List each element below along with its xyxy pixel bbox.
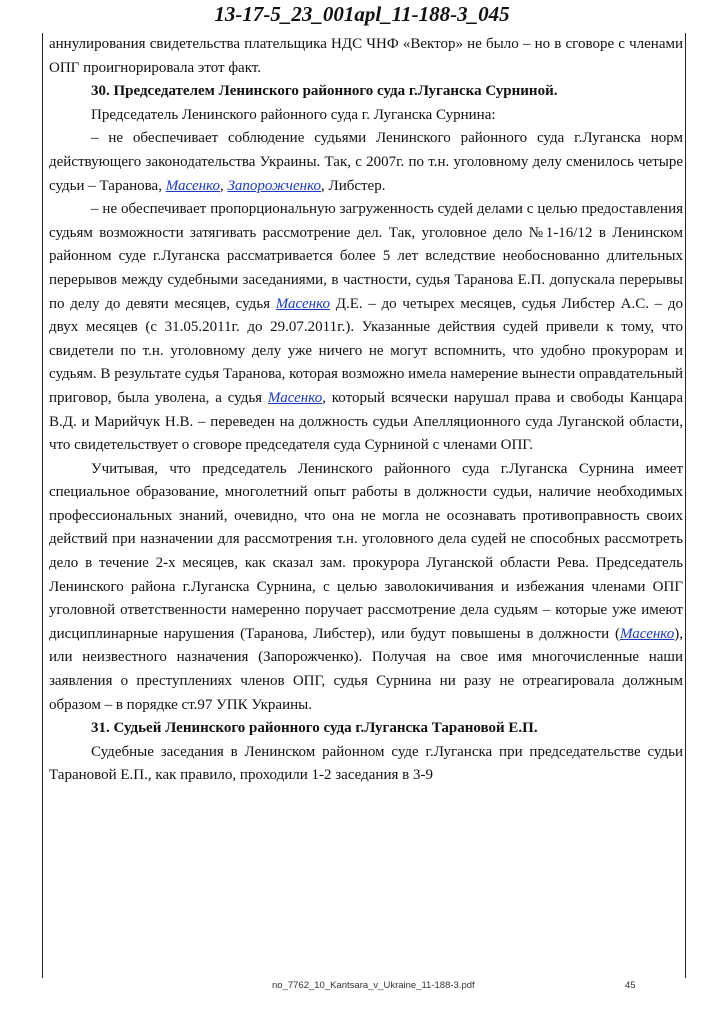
paragraph-workload bbox=[49, 198, 683, 458]
footer-filename: no_7762_10_Kantsara_v_Ukraine_11-188-3.pdf bbox=[272, 980, 475, 991]
document-body bbox=[49, 33, 683, 788]
paragraph-text: Председатель Ленинского районного суда г. Луганска Сурнина: bbox=[91, 106, 496, 123]
document-header: 13-17-5_23_001apl_11-188-3_045 bbox=[214, 2, 510, 26]
section-heading-31: 31. Судьей Ленинского районного суда г.Луганска Тарановой Е.П. bbox=[91, 720, 538, 737]
paragraph-hearings: Судебные заседания в Ленинском районном суде г.Луганска при председательстве судьи Тарановой Е.П., как правило, проходили 1-2 заседания в 3-9 bbox=[49, 743, 683, 784]
paragraph-text: – не обеспечивает соблюдение судьями Ленинского районного суда г.Луганска норм действующего законодательства Украины. Так, с 2007г. по т.н. уголовному делу сменилось четыре судьи – Таранова, bbox=[49, 130, 683, 194]
person-link-zaporozhchenko[interactable]: Запорожченко bbox=[227, 177, 322, 194]
person-link-masenko[interactable]: Масенко bbox=[267, 389, 323, 406]
paragraph-intro bbox=[49, 104, 683, 128]
page-number: 45 bbox=[625, 980, 636, 991]
person-link-masenko[interactable]: Масенко bbox=[619, 625, 675, 642]
paragraph-text: , который всячески нарушал права и свободы Канцара В.Д. и Марийчук Н.В. – переведен на должность судьи Апелляционного суда Луганской области, что свидетельствует о сговоре председателя суда Сурниной с членами ОПГ. bbox=[49, 389, 683, 454]
paragraph-text: Учитывая, что председатель Ленинского районного суда г.Луганска Сурнина имеет специальное образование, многолетний опыт работы в должности судьи, наличие необходимых профессиональных знаний, очевидно, что она не могла не осознавать противоправность своих действий при назначении для рассмотрения т.н. уголовного дела судей не способных рассмотреть дело в течение 2-х месяцев, как сказал зам. прокурора Луганской области Рева. Председатель Ленинского района г.Луганска Сурнина, с целью заволокичивания и избежания членами ОПГ уголовной ответственности намеренно поручает рассмотрение дела судьям – которые уже имеют дисциплинарные нарушения (Таранова, Либстер), или будут повышены в должности ( bbox=[49, 460, 683, 642]
paragraph-text: Д.Е. – до четырех месяцев, судья Либстер А.С. – до двух месяцев (с 31.05.2011г. до 29.07.2011г.). Указанные действия судей привели к тому, что свидетели по т.н. уголовному делу уже ничего не могут вспомнить, что удобно прокурорам и судьям. В результате судья Таранова, которая возможно имела намерение вынести оправдательный приговор, была уволена, а судья bbox=[49, 295, 684, 406]
paragraph-judges-changed bbox=[49, 127, 683, 198]
paragraph-continuation: аннулирования свидетельства плательщика НДС ЧНФ «Вектор» не было – но в сговоре с членами ОПГ проигнорировала этот факт. bbox=[49, 36, 683, 76]
paragraph-text: ), или неизвестного назначения (Запорожченко). Получая на свое имя многочисленные наши заявления о преступлениях членов ОПГ, судья Сурнина ни разу не отреагировала должным образом – в порядке ст.97 УПК Украины. bbox=[49, 625, 683, 713]
page-frame bbox=[42, 33, 686, 978]
person-link-masenko[interactable]: Масенко bbox=[165, 177, 220, 194]
page-footer bbox=[42, 980, 684, 998]
section-heading-30: 30. Председателем Ленинского районного суда г.Луганска Сурниной. bbox=[91, 83, 558, 100]
person-link-masenko[interactable]: Масенко bbox=[275, 295, 331, 312]
paragraph-considering bbox=[49, 458, 683, 718]
separator-text: , bbox=[220, 177, 228, 194]
paragraph-text: , Либстер. bbox=[321, 177, 386, 194]
paragraph-text: – не обеспечивает пропорциональную загруженность судей делами с целью предоставления судьям возможности затягивать рассмотрение дел. Так, уголовное дело №1-16/12 в Ленинском районном суде г.Луганска рассматривается более 5 лет вследствие необоснованно длительных перерывов между судебными заседаниями, в частности, судья Таранова Е.П. допускала перерывы по делу до девяти месяцев, судья bbox=[49, 201, 683, 312]
